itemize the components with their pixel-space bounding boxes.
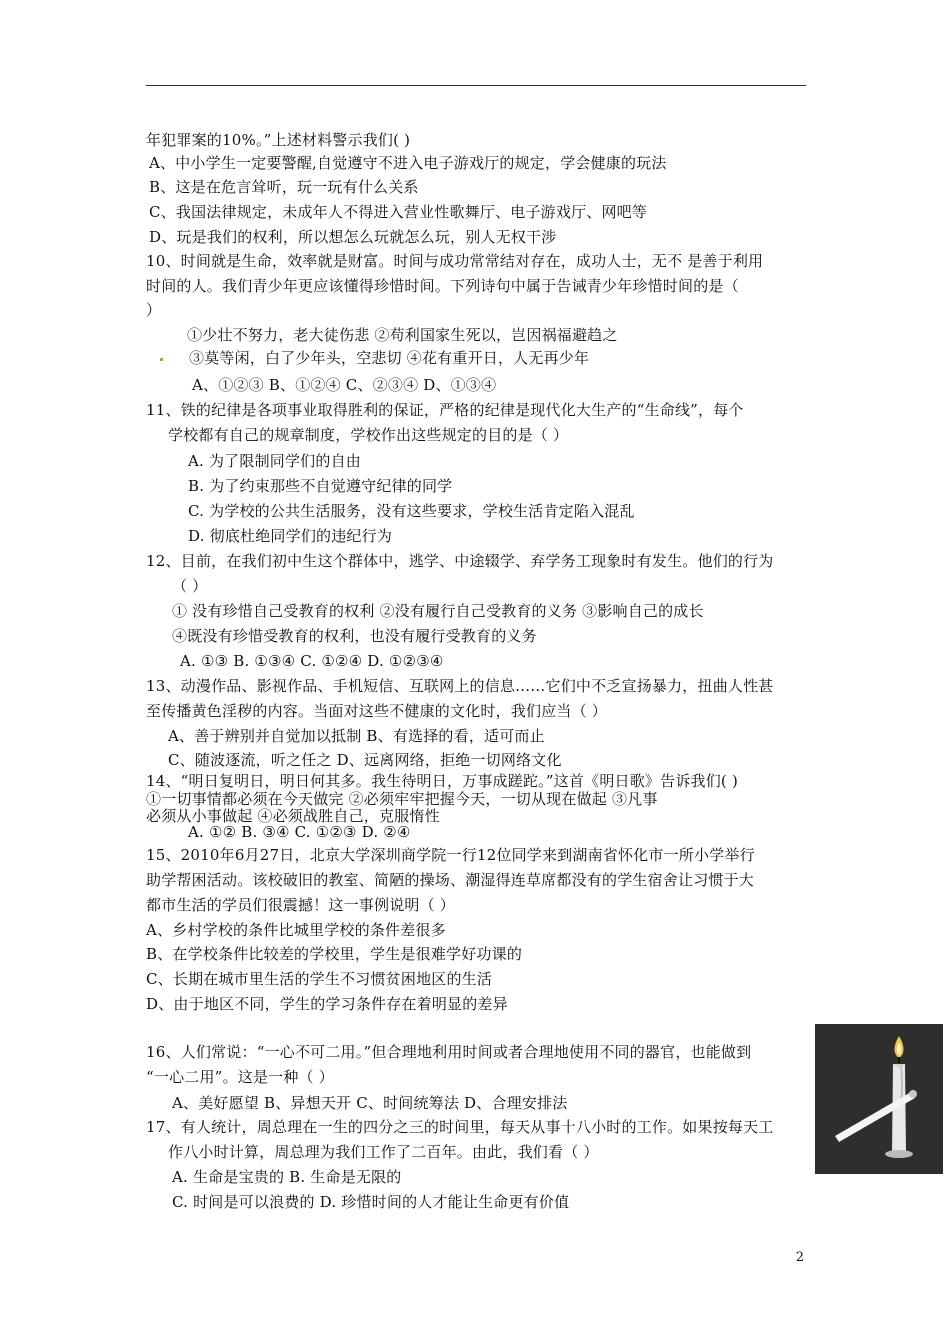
page-number: 2 <box>795 1250 804 1265</box>
text-line: 15、2010年6月27日，北京大学深圳商学院一行12位同学来到湖南省怀化市一所小学举行 <box>146 846 755 864</box>
text-line: B、在学校条件比较差的学校里，学生是很难学好功课的 <box>146 945 523 963</box>
text-line: C. 为学校的公共生活服务，没有这些要求，学校生活肯定陷入混乱 <box>188 502 635 520</box>
text-line: A、①②③ B、①②④ C、②③④ D、①③④ <box>192 376 497 394</box>
text-line: 11、铁的纪律是各项事业取得胜利的保证，严格的纪律是现代化大生产的“生命线”，每个 <box>146 401 744 419</box>
text-line: ① 没有珍惜自己受教育的权利 ②没有履行自己受教育的义务 ③影响自己的成长 <box>172 602 704 620</box>
text-line: 助学帮困活动。该校破旧的教室、简陋的操场、潮湿得连草席都没有的学生宿舍让习惯于大 <box>146 871 755 889</box>
text-line: A. 生命是宝贵的 B. 生命是无限的 <box>172 1168 402 1186</box>
text-line: A. ①③ B. ①③④ C. ①②④ D. ①②③④ <box>180 652 444 670</box>
text-line: B. 为了约束那些不自觉遵守纪律的同学 <box>188 477 453 495</box>
text-line: C. 时间是可以浪费的 D. 珍惜时间的人才能让生命更有价值 <box>172 1193 570 1211</box>
text-line: 必须从小事做起 ④必须战胜自己，克服惰性 <box>146 807 440 825</box>
text-line: 都市生活的学员们很震撼！这一事例说明（ ） <box>146 896 455 914</box>
text-line: ） <box>146 301 162 319</box>
text-line: 学校都有自己的规章制度，学校作出这些规定的目的是（ ） <box>168 426 569 444</box>
text-line: B、这是在危言耸听，玩一玩有什么关系 <box>149 178 419 196</box>
text-line: 12、目前，在我们初中生这个群体中，逃学、中途辍学、弃学务工现象时有发生。他们的行为 <box>146 552 774 570</box>
text-line: D. 彻底杜绝同学们的违纪行为 <box>188 527 393 545</box>
candle-icon <box>815 1024 943 1174</box>
text-line: 至传播黄色淫秽的内容。当面对这些不健康的文化时，我们应当（ ） <box>146 702 607 720</box>
text-line: 年犯罪案的10%。”上述材料警示我们( ) <box>146 131 411 149</box>
text-line: D、由于地区不同，学生的学习条件存在着明显的差异 <box>146 995 508 1013</box>
text-line: A. 为了限制同学们的自由 <box>188 452 361 470</box>
text-line: 10、时间就是生命，效率就是财富。时间与成功常常结对存在，成功人士，无不 是善于利用 <box>146 252 764 270</box>
header-rule <box>146 85 806 86</box>
text-line: 16、人们常说：“一心不可二用。”但合理地利用时间或者合理地使用不同的器官，也能做到 <box>146 1043 752 1061</box>
text-line: D、玩是我们的权利，所以想怎么玩就怎么玩，别人无权干涉 <box>149 228 557 246</box>
text-line: A、善于辨别并自觉加以抵制 B、有选择的看，适可而止 <box>168 727 545 745</box>
text-line: C、随波逐流，听之任之 D、远离网络，拒绝一切网络文化 <box>168 751 562 769</box>
text-line: 17、有人统计，周总理在一生的四分之三的时间里，每天从事十八小时的工作。如果按每天工 <box>146 1118 774 1136</box>
text-line: ④既没有珍惜受教育的权利，也没有履行受教育的义务 <box>172 627 537 645</box>
text-line: “一心二用”。这是一种（ ） <box>146 1068 334 1086</box>
text-line: A、乡村学校的条件比城里学校的条件差很多 <box>146 921 446 939</box>
text-line: 14、“明日复明日，明日何其多。我生待明日，万事成蹉跎。”这首《明日歌》告诉我们( ) <box>146 772 738 790</box>
candle-photo <box>815 1024 943 1174</box>
text-line: C、长期在城市里生活的学生不习惯贫困地区的生活 <box>146 970 493 988</box>
text-line: 作八小时计算，周总理为我们工作了二百年。由此，我们看（ ） <box>168 1143 599 1161</box>
text-line: 13、动漫作品、影视作品、手机短信、互联网上的信息……它们中不乏宣扬暴力，扭曲人性甚 <box>146 677 774 695</box>
text-line: 时间的人。我们青少年更应该懂得珍惜时间。下列诗句中属于告诫青少年珍惜时间的是（ <box>146 277 739 295</box>
text-line: C、我国法律规定，未成年人不得进入营业性歌舞厅、电子游戏厅、网吧等 <box>149 203 648 221</box>
text-line: ①一切事情都必须在今天做完 ②必须牢牢把握今天，一切从现在做起 ③凡事 <box>146 790 658 808</box>
text-line: A、美好愿望 B、异想天开 C、时间统筹法 D、合理安排法 <box>172 1094 568 1112</box>
text-line: （ ） <box>172 577 208 595</box>
text-line: ①少壮不努力，老大徒伤悲 ②苟利国家生死以，岂因祸福避趋之 <box>187 326 618 344</box>
text-line: ③莫等闲，白了少年头，空悲切 ④花有重开日，人无再少年 <box>189 349 590 367</box>
speck-mark <box>160 358 163 361</box>
text-line: A、中小学生一定要警醒,自觉遵守不进入电子游戏厅的规定，学会健康的玩法 <box>149 154 667 172</box>
text-line: A. ①② B. ③④ C. ①②③ D. ②④ <box>188 823 411 841</box>
